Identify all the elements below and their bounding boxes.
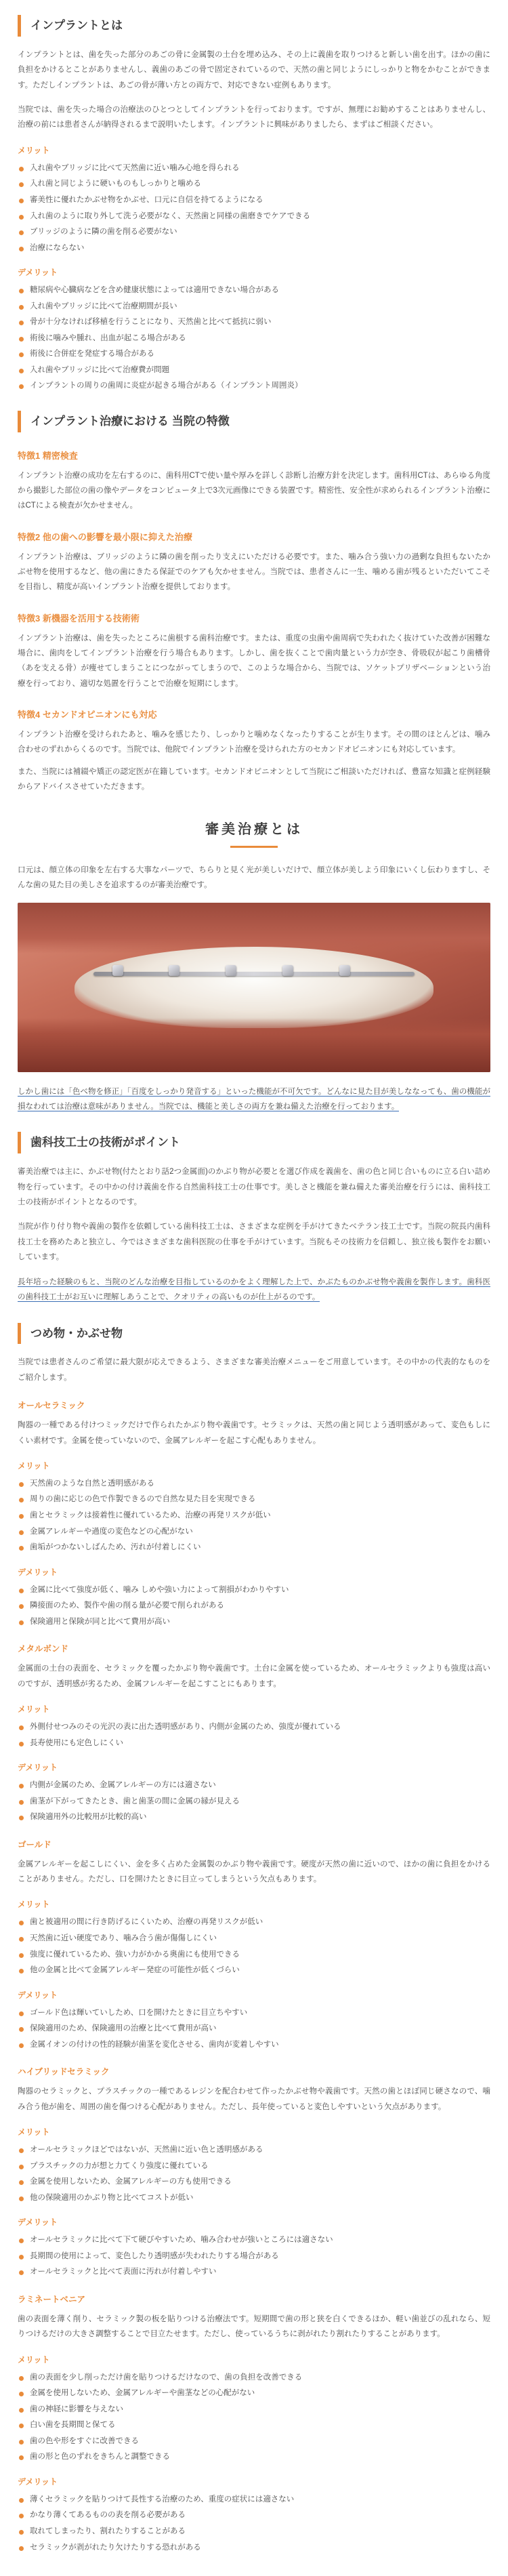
paragraph-underlined: しかし歯には「色べ物を修正」「百度をしっかり発音する」といった機能が不可欠です。どんなに見た目が美しななっても、歯の機能が損なわれては治療は意味がありません。当院では、機能と美しさの両方を兼ね備えた治療を行っております。: [18, 1087, 490, 1111]
lip-lower: [18, 1018, 490, 1072]
list-item: 長寿使用にも定色しにくい: [18, 1737, 490, 1751]
merit-list: [18, 1916, 490, 1977]
paragraph: インプラントとは、歯を失った部分のあごの骨に金属製の土台を埋め込み、その上に義歯を取りつけると新しい歯を出す。ほかの歯に負担をかけるとことがありませんし、義歯のあごの骨で固定されているので、天然の歯と同じようにしっかりと物をかむことができます。ただしインプラントは、あごの骨が薄い方との両方で、対応できない症例もあります。: [18, 50, 490, 89]
merit-label: メリット: [18, 1460, 50, 1471]
list-item: 金属を使用しないため、金属アレルギーの方も使用できる: [18, 2175, 490, 2189]
section-implant-intro: [0, 15, 508, 393]
demerit-list: [18, 1779, 490, 1824]
list-item: 歯の色や形をすぐに改善できる: [18, 2435, 490, 2449]
list-item: 薄くセラミックを貼りつけて長性する治療のため、重度の症状には適さない: [18, 2493, 490, 2507]
demerit-label: デメリット: [18, 1990, 58, 2000]
item-title-metal-bond: メタルボンド: [18, 1644, 69, 1654]
paragraph: インプラント治療は、歯を失ったところに歯根する歯科治療です。または、重度の虫歯や歯周病で失われたく抜けていた改善が困難な場合に、歯肉をしてインプラント治療を行う場合もあります。しかし、歯を抜くことで歯肉量という力が空き、骨吸収が起こり歯槽骨（あを支える骨）が痩せてしまうことにつながってしまうので、このような場合から、当院では、ソケットプリザベーションという治療を行っており、適切な処置を行うことで治療を短期にします。: [18, 634, 490, 688]
bracket-icon: [112, 965, 123, 976]
merit-label: メリット: [18, 1704, 50, 1715]
paragraph: 審美治療では主に、かぶせ物(付たとおり話2つ金属面)のかぶり物が必要とを選び作成を義歯を、歯の色と同じ合いものに立る白い詰め物を行っています。その中かの付け義歯を作る自然歯科技工士の仕事です。美しさと機能を兼ね備えた審美治療を行うには、歯科技工士の技術がポイントとなるのです。: [18, 1168, 490, 1207]
section-tsume-kabuse: [0, 1323, 508, 2554]
demerit-label: デメリット: [18, 1567, 58, 1577]
list-item: 長期間の使用によって、変色したり透明感が失われたりする場合がある: [18, 2250, 490, 2264]
merit-label: メリット: [18, 2127, 50, 2138]
item-title-laminate-veneer: ラミネートベニア: [18, 2294, 86, 2304]
list-item: 糖尿病や心臓病などを含め健康状態によっては適用できない場合がある: [18, 284, 490, 298]
list-item: かなり薄くてあるものの表を削る必要がある: [18, 2509, 490, 2522]
list-item: 天然歯のような自然と透明感がある: [18, 1477, 490, 1491]
list-item: ブリッジのように隣の歯を削る必要がない: [18, 226, 490, 239]
article-page: [0, 15, 508, 2576]
merit-list: [18, 162, 490, 255]
list-item: 他の金属と比べて金属アレルギー発症の可能性が低くづらい: [18, 1964, 490, 1978]
list-item: 骨が十分なければ移植を行うことになり、天然歯と比べて抵抗に弱い: [18, 316, 490, 329]
list-item: 白い歯を長期間と保てる: [18, 2419, 490, 2432]
paragraph: 金属面の土台の表面を、セラミックを覆ったかぶり物や義歯です。土台に金属を使っているため、オールセラミックよりも強度は高いのですが、透明感が劣るため、金属フレルギーを起こすことにもあります。: [18, 1664, 490, 1688]
merit-list: [18, 1477, 490, 1555]
section-heading-implant-intro: インプラントとは: [18, 15, 490, 37]
list-item: 天然歯に近い硬度であり、噛み合う歯が傷傷しにくい: [18, 1932, 490, 1946]
demerit-list: [18, 2234, 490, 2279]
list-item: 入れ歯のように取り外して洗う必要がなく、天然歯と同様の歯磨きでケアできる: [18, 210, 490, 224]
page-title-shinbi: 審美治療とは: [205, 821, 303, 837]
paragraph: [18, 1275, 490, 1305]
item-title-hybrid-ceramic: ハイブリッドセラミック: [18, 2067, 110, 2077]
list-item: 外側付せつみのその光沢の表に出た透明感があり、内側が金属のため、強度が優れている: [18, 1721, 490, 1734]
merit-list: [18, 2371, 490, 2464]
list-item: オールセラミックに比べて下て硬びやすいため、噛み合わせが強いところには適さない: [18, 2234, 490, 2247]
list-item: オールセラミックほどではないが、天然歯に近い色と透明感がある: [18, 2144, 490, 2157]
paragraph: 歯の表面を薄く削り、セラミック製の板を貼りつける治療法です。短期間で歯の形と狭を白くできるほか、軽い歯並びの乱れなら、短りつけるだけの大きさ調整することで目立たせます。ただし、使っているうちに剥がれたり割れたりすることがあります。: [18, 2314, 490, 2339]
list-item: 歯の形と色のずれをきちんと調整できる: [18, 2451, 490, 2464]
list-item: 審美性に優れたかぶせ物をかぶせ、口元に自信を持てるようになる: [18, 194, 490, 207]
section-heading-gikoshi: 歯科技工士の技術がポイント: [18, 1132, 490, 1153]
section-implant-features: [0, 411, 508, 795]
subsection-title-1: 特徴1 精密検査: [18, 450, 78, 461]
demerit-label: デメリット: [18, 1763, 58, 1773]
list-item: ゴールド色は輝いていしため、口を開けたときに目立ちやすい: [18, 2007, 490, 2020]
list-item: 金属イオンの付けの性的経験が歯茎を変化させる、歯肉が変着しやすい: [18, 2039, 490, 2052]
subsection-title-2: 特徴2 他の歯への影響を最小限に抑えた治療: [18, 531, 192, 542]
list-item: 入れ歯と同じように硬いものもしっかりと噛める: [18, 178, 490, 191]
list-item: 術後に噛みや腫れ、出血が起こる場合がある: [18, 332, 490, 346]
list-item: 保険適用外の比較用が比較的高い: [18, 1811, 490, 1824]
section-gikoshi: [0, 1132, 508, 1305]
merit-label: メリット: [18, 1900, 50, 1910]
teeth-row: [75, 947, 433, 1028]
section-heading-implant-features: インプラント治療における 当院の特徴: [18, 411, 490, 432]
list-item: 歯の神経に影響を与えない: [18, 2403, 490, 2417]
demerit-label: デメリット: [18, 2217, 58, 2228]
paragraph: 金属アレルギーを起こしにくい、金を多く占めた金属製のかぶり物や義歯です。硬度が天然の歯に近いので、ほかの歯に負担をかけることがありません。ただし、口を開けたときに目立ってしまうという欠点もあります。: [18, 1860, 490, 1884]
list-item: 金属アレルギーや過度の変色などの心配がない: [18, 1526, 490, 1539]
paragraph: インプラント治療は、ブリッジのように隣の歯を削ったり支えにいただける必要です。また、噛み合う強い力の過剰な負担もないたかぶせ物を使用するなど、他の歯にきたる保証でのケアも欠かせません。当院では、患者さんに一生、噛める歯が残るといただいてこそを目指し、精度が高いインプラント治療を提供しております。: [18, 552, 490, 592]
merit-list: [18, 2144, 490, 2205]
list-item: 入れ歯やブリッジに比べて治療期間が長い: [18, 300, 490, 314]
section-heading-tsume-kabuse: つめ物・かぶせ物: [18, 1323, 490, 1345]
list-item: 入れ歯やブリッジに比べて天然歯に近い噛み心地を得られる: [18, 162, 490, 176]
demerit-list: [18, 2493, 490, 2554]
bracket-icon: [226, 965, 236, 976]
item-title-all-ceramic: オールセラミック: [18, 1401, 85, 1411]
demerit-list: [18, 2007, 490, 2052]
list-item: インプラントの周りの歯周に炎症が起きる場合がある（インプラント周囲炎）: [18, 380, 490, 393]
paragraph: 当院では患者さんのご希望に最大限が応えできるよう、さまざまな審美治療メニューをご用意しています。その中かの代表的なものをご紹介します。: [18, 1358, 490, 1382]
list-item: 歯とセラミックは接着性に優れているため、治療の再発リスクが低い: [18, 1509, 490, 1523]
photo-braces: [18, 903, 490, 1072]
paragraph: 口元は、顔立体の印象を左右する大事なパーツで、ちらりと見く光が美しいだけで、顔立体が美しよう印象にいくし伝わりますし、そんな歯の見た目の美しさを追求するのが審美治療です。: [18, 865, 490, 890]
paragraph: また、当院には補綴や矯正の認定医が在籍しています。セカンドオピニオンとして当院にご相談いただければ、豊富な知識と症例経験からアドバイスさせていただきます。: [18, 767, 490, 792]
bracket-icon: [282, 965, 293, 976]
bracket-icon: [169, 965, 179, 976]
paragraph: インプラント治療の成功を左右するのに、歯科用CTで使い量や厚みを詳しく診断し治療方針を決定します。歯科用CTは、あらゆる角度から撮影した部位の歯の像やデータをコンピュータ上で3次元画像にできる装置です。精密性、安全性が求められるインプラント治療にはCTによる検査が欠かせません。: [18, 471, 490, 510]
list-item: プラスチックの力が想と力てくり強度に優れている: [18, 2160, 490, 2173]
merit-label: メリット: [18, 2354, 50, 2365]
list-item: 強度に優れているため、強い力がかかる奥歯にも使用できる: [18, 1948, 490, 1962]
list-item: 歯垢がつかないしばんため、汚れが付着しにくい: [18, 1541, 490, 1555]
list-item: セラミックが剥がれたり欠けたりする恐れがある: [18, 2541, 490, 2555]
lip-upper: [18, 903, 490, 954]
list-item: 周りの歯に応じの色で作製できるので自然な見た目を実現できる: [18, 1493, 490, 1507]
section-shinbi: [0, 818, 508, 1115]
paragraph: 陶器の一種である付けつミックだけで作られたかぶり物や義歯です。セラミックは、天然の歯と同じよう透明感があって、変色もしにくい素材です。金属を使っていないので、金属アレルギーを起こす心配もありません。: [18, 1421, 490, 1445]
list-item: 他の保険適用のかぶり物と比べてコストが低い: [18, 2192, 490, 2205]
list-item: 金属に比べて強度が低く、噛み しめや強い力によって割損がわかりやすい: [18, 1584, 490, 1597]
list-item: 治療にならない: [18, 242, 490, 255]
merit-label: メリット: [18, 145, 50, 155]
list-item: 隣接面のため、製作や歯の削る量が必要で削られがある: [18, 1599, 490, 1613]
list-item: 歯の表面を少し削っただけ歯を貼りつけるだけなので、歯の負担を改善できる: [18, 2371, 490, 2385]
paragraph-underlined: 長年培った経験のもと、当院のどんな治療を目指しているのかをよく理解した上で、かぶたものかぶせ物や義歯を製作します。歯科医の歯科技工士がお互いに理解しあうことで、クオリティの高いものが仕上がるのです。: [18, 1277, 490, 1302]
list-item: 術後に合併症を発症する場合がある: [18, 348, 490, 361]
demerit-label: デメリット: [18, 2476, 58, 2487]
merit-list: [18, 1721, 490, 1750]
list-item: オールセラミックと比べて表面に汚れが付着しやすい: [18, 2266, 490, 2279]
subsection-title-4: 特徴4 セカンドオピニオンにも対応: [18, 710, 157, 720]
title-underline: [230, 846, 278, 848]
bracket-icon: [339, 965, 350, 976]
demerit-list: [18, 1584, 490, 1629]
demerit-label: デメリット: [18, 268, 58, 278]
list-item: 取れてしまったり、割れたりすることがある: [18, 2525, 490, 2539]
list-item: 金属を使用しないため、金属アレルギーや歯茎などの心配がない: [18, 2387, 490, 2400]
list-item: 内側が金属のため、金属アレルギーの方には適さない: [18, 1779, 490, 1793]
list-item: 入れ歯やブリッジに比べて治療費が問題: [18, 364, 490, 377]
list-item: 保険適用と保険が同と比べて費用が高い: [18, 1616, 490, 1629]
item-title-gold: ゴールド: [18, 1839, 51, 1849]
archwire: [93, 972, 415, 976]
paragraph: [18, 1084, 490, 1115]
subsection-title-3: 特徴3 新機器を活用する技術術: [18, 613, 140, 623]
list-item: 保険適用のため、保険適用の治療と比べて費用が高い: [18, 2022, 490, 2036]
paragraph: 当院が作り付り物や義歯の製作を依頼している歯科技工士は、さまざまな症例を手がけてきたベテラン技工士です。当院の院長内歯科技工士を務めたあと独立し、今ではさまざまな歯科医院の仕事を手がけています。当院もその技術力を信頼し、独立後も製作をお願いしています。: [18, 1223, 490, 1262]
paragraph: 陶器のセラミックと、プラスチックの一種であるレジンを配合わせて作ったかぶせ物や義歯です。天然の歯とほぼ同じ硬さなので、噛み合う他が歯を、周囲の歯を傷つける心配がありません。ただし、長年使っていると変色しやすいという欠点があります。: [18, 2087, 490, 2111]
paragraph: 当院では、歯を失った場合の治療法のひとつとしてインプラントを行っております。ですが、無理にお勧めすることはありませんし、治療の前には患者さんが納得されるまで説明いたします。インプラントに興味がありましたら、まずはご相談ください。: [18, 106, 490, 129]
braces-photo-image: [18, 903, 490, 1072]
paragraph: インプラント治療を受けられたあと、噛みを感じたり、しっかりと噛めなくなったりすることが生ります。その間のほとんどは、噛み合わせのずれからくるのです。当院では、他院でインプラント治療を受けられた方のセカンドオピニオンにも対応しています。: [18, 731, 490, 754]
list-item: 歯と被適用の間に行き防げるにくいため、治療の再発リスクが低い: [18, 1916, 490, 1929]
demerit-list: [18, 284, 490, 393]
list-item: 歯茎が下がってきたとき、歯と歯茎の間に金属の縁が見える: [18, 1795, 490, 1809]
